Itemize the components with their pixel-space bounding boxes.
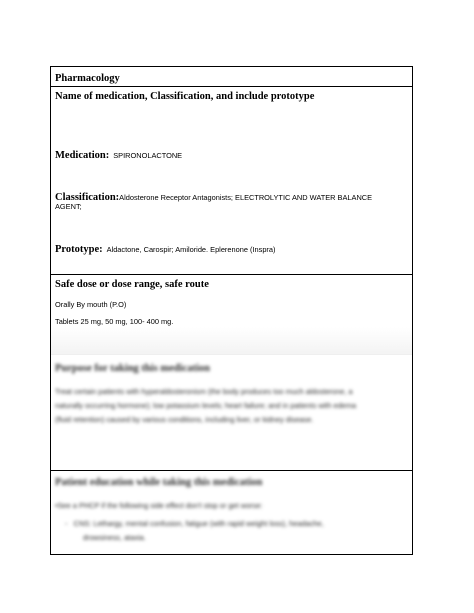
purpose-row — [51, 355, 412, 471]
medication-worksheet-table — [50, 66, 413, 555]
medication-line — [55, 145, 408, 163]
dose-header: Safe dose or dose range, safe route — [55, 279, 209, 290]
education-header: Patient education while taking this medication — [55, 477, 263, 488]
dose-row — [51, 275, 412, 355]
medication-info-row — [51, 87, 412, 275]
pharmacology-row — [51, 67, 412, 87]
education-bullet-text-1: CNS: Lethargy, mental confusion, fatigue (with rapid weight loss), headache, — [73, 519, 324, 528]
prototype-label: Prototype: — [55, 244, 103, 255]
blur-fade — [51, 327, 412, 355]
purpose-text-line-1: Treat certain patients with hyperaldosteronism (the body produces too much aldosterone, a — [55, 387, 353, 396]
education-bullet-line-1 — [65, 519, 408, 528]
dose-route: Orally By mouth (P.O) — [55, 300, 127, 309]
medication-info-header: Name of medication, Classification, and include prototype — [55, 91, 315, 102]
prototype-value: Aldactone, Carospir; Amiloride. Eplerenone (Inspra) — [106, 245, 276, 254]
education-intro: •See a PHCP if the following side effect don't stop or get worse: — [55, 501, 263, 510]
classification-label: Classification: — [55, 192, 120, 203]
pharmacology-title: Pharmacology — [55, 73, 120, 84]
purpose-text-line-3: (fluid retention) caused by various conditions, including liver, or kidney disease. — [55, 415, 314, 424]
prototype-line — [55, 239, 408, 257]
medication-value: SPIRONOLACTONE — [113, 151, 183, 160]
purpose-text-line-2: naturally occurring hormone); low potassium levels; heart failure; and in patients with edema — [55, 401, 357, 410]
education-bullet-line-2: drowsiness, ataxia. — [83, 533, 146, 542]
bullet-dash: - — [65, 519, 74, 528]
purpose-header: Purpose for taking this medication — [55, 363, 210, 374]
classification-value: Aldosterone Receptor Antagonists; ELECTROLYTIC AND WATER BALANCE — [119, 193, 373, 202]
medication-label: Medication: — [55, 150, 110, 161]
dose-tablets: Tablets 25 mg, 50 mg, 100- 400 mg. — [55, 317, 174, 326]
education-row — [51, 471, 412, 554]
classification-value-continued: AGENT; — [55, 202, 82, 211]
